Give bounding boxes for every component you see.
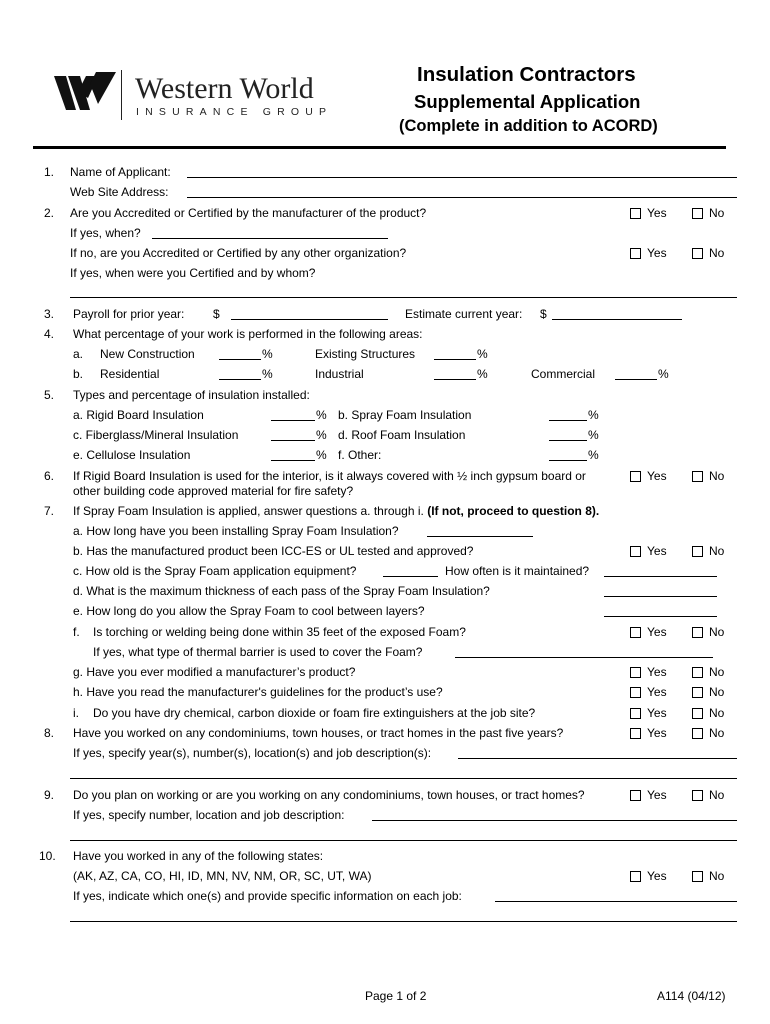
checkbox-icon	[630, 790, 641, 801]
q10-states: (AK, AZ, CA, CO, HI, ID, MN, NV, NM, OR, SC, UT, WA)	[73, 869, 372, 883]
q7-text-bold: (If not, proceed to question 8).	[427, 504, 600, 518]
residential-pct-field[interactable]	[219, 379, 261, 380]
checkbox-icon	[630, 208, 641, 219]
q10-number: 10.	[39, 849, 56, 863]
q2-other-yes-checkbox[interactable]	[630, 246, 667, 260]
checkbox-icon	[630, 687, 641, 698]
checkbox-icon	[630, 546, 641, 557]
q5-b-label: b. Spray Foam Insulation	[338, 408, 472, 422]
q10-no-checkbox[interactable]	[692, 869, 724, 883]
pct-sign: %	[588, 448, 599, 462]
checkbox-icon	[692, 248, 703, 259]
q7-f-no-checkbox[interactable]	[692, 625, 724, 639]
yes-label: Yes	[647, 246, 667, 260]
commercial-pct-field[interactable]	[615, 379, 657, 380]
q5-f-label: f. Other:	[338, 448, 382, 462]
q8-no-checkbox[interactable]	[692, 726, 724, 740]
q7-i-letter: i.	[73, 706, 79, 720]
q2-whom-text: If yes, when were you Certified and by whom?	[70, 266, 316, 280]
q6-yes-checkbox[interactable]	[630, 469, 667, 483]
q9-number: 9.	[44, 788, 55, 802]
pct-sign: %	[477, 367, 488, 381]
q9-text: Do you plan on working or are you working on any condominiums, town houses, or tract homes?	[73, 788, 585, 802]
checkbox-icon	[692, 627, 703, 638]
form-code: A114 (04/12)	[657, 989, 726, 1003]
no-label: No	[709, 625, 725, 639]
q7-h-no-checkbox[interactable]	[692, 685, 724, 699]
page-number: Page 1 of 2	[365, 989, 427, 1003]
checkbox-icon	[692, 871, 703, 882]
western-world-logo-icon	[54, 70, 116, 119]
q1-web-label: Web Site Address:	[70, 185, 169, 199]
no-label: No	[709, 788, 725, 802]
checkbox-icon	[630, 667, 641, 678]
payroll-estimate-field[interactable]	[552, 319, 682, 320]
checkbox-icon	[692, 687, 703, 698]
checkbox-icon	[630, 627, 641, 638]
q8-spec-text: If yes, specify year(s), number(s), location(s) and job description(s):	[73, 746, 432, 760]
pct-sign: %	[316, 428, 327, 442]
q7-g-yes-checkbox[interactable]	[630, 665, 667, 679]
no-label: No	[709, 726, 725, 740]
industrial-pct-field[interactable]	[434, 379, 476, 380]
q7-f-text: Is torching or welding being done within 35 feet of the exposed Foam?	[93, 625, 466, 639]
q9-no-checkbox[interactable]	[692, 788, 724, 802]
q7-e-field[interactable]	[604, 616, 717, 617]
pct-sign: %	[588, 408, 599, 422]
q7-c-maintenance-field[interactable]	[604, 576, 717, 577]
existing-structures-pct-field[interactable]	[434, 359, 476, 360]
q5-e-label: e. Cellulose Insulation	[73, 448, 191, 462]
fiberglass-pct-field[interactable]	[271, 440, 315, 441]
q4-residential-label: Residential	[100, 367, 160, 381]
q3-number: 3.	[44, 307, 55, 321]
checkbox-icon	[692, 208, 703, 219]
pct-sign: %	[316, 448, 327, 462]
q6-line1: If Rigid Board Insulation is used for the interior, is it always covered with ½ inch gypsum board or	[73, 469, 586, 483]
q10-spec-field-2[interactable]	[70, 921, 737, 922]
q2-other-no-checkbox[interactable]	[692, 246, 724, 260]
q1-name-label: Name of Applicant:	[70, 165, 171, 179]
q7-c-age-field[interactable]	[383, 576, 438, 577]
q4-a: a.	[73, 347, 84, 361]
yes-label: Yes	[647, 685, 667, 699]
q4-b: b.	[73, 367, 84, 381]
new-construction-pct-field[interactable]	[219, 359, 261, 360]
checkbox-icon	[692, 728, 703, 739]
payroll-prior-field[interactable]	[231, 319, 388, 320]
q7-text	[73, 504, 599, 518]
pct-sign: %	[262, 367, 273, 381]
q9-spec-field[interactable]	[372, 820, 737, 821]
website-field[interactable]	[187, 197, 737, 198]
q7-b-yes-checkbox[interactable]	[630, 544, 667, 558]
yes-label: Yes	[647, 469, 667, 483]
yes-label: Yes	[647, 706, 667, 720]
q8-spec-field-2[interactable]	[70, 778, 737, 779]
checkbox-icon	[630, 471, 641, 482]
q7-a-text: a. How long have you been installing Spray Foam Insulation?	[73, 524, 399, 538]
yes-label: Yes	[647, 544, 667, 558]
roof-foam-pct-field[interactable]	[549, 440, 587, 441]
checkbox-icon	[692, 546, 703, 557]
rigid-board-pct-field[interactable]	[271, 420, 315, 421]
cellulose-pct-field[interactable]	[271, 460, 315, 461]
yes-label: Yes	[647, 788, 667, 802]
q7-a-field[interactable]	[427, 536, 533, 537]
no-label: No	[709, 544, 725, 558]
header-rule	[33, 146, 726, 149]
checkbox-icon	[630, 728, 641, 739]
checkbox-icon	[630, 248, 641, 259]
q5-number: 5.	[44, 388, 55, 402]
q7-e-text: e. How long do you allow the Spray Foam to cool between layers?	[73, 604, 425, 618]
q7-text-normal: If Spray Foam Insulation is applied, answer questions a. through i.	[73, 504, 424, 518]
q6-no-checkbox[interactable]	[692, 469, 724, 483]
q7-c2-text: How often is it maintained?	[445, 564, 590, 578]
q8-spec-field[interactable]	[458, 758, 737, 759]
q2-other-text: If no, are you Accredited or Certified by any other organization?	[70, 246, 407, 260]
q7-d-text: d. What is the maximum thickness of each pass of the Spray Foam Insulation?	[73, 584, 490, 598]
q10-text: Have you worked in any of the following states:	[73, 849, 324, 863]
q8-yes-checkbox[interactable]	[630, 726, 667, 740]
q7-i-text: Do you have dry chemical, carbon dioxide or foam fire extinguishers at the job site?	[93, 706, 536, 720]
pct-sign: %	[588, 428, 599, 442]
q3-dollar-2: $	[540, 307, 547, 321]
yes-label: Yes	[647, 726, 667, 740]
q7-f2-text: If yes, what type of thermal barrier is used to cover the Foam?	[93, 645, 423, 659]
q7-h-yes-checkbox[interactable]	[630, 685, 667, 699]
no-label: No	[709, 869, 725, 883]
no-label: No	[709, 706, 725, 720]
no-label: No	[709, 685, 725, 699]
q4-existing-label: Existing Structures	[315, 347, 416, 361]
q5-text: Types and percentage of insulation installed:	[73, 388, 310, 402]
q7-b-text: b. Has the manufactured product been ICC-ES or UL tested and approved?	[73, 544, 474, 558]
q2-text: Are you Accredited or Certified by the manufacturer of the product?	[70, 206, 427, 220]
q2-no-checkbox[interactable]	[692, 206, 724, 220]
q3-dollar: $	[213, 307, 220, 321]
no-label: No	[709, 469, 725, 483]
pct-sign: %	[477, 347, 488, 361]
logo-divider	[121, 70, 122, 120]
q2-whom-field[interactable]	[70, 297, 737, 298]
pct-sign: %	[262, 347, 273, 361]
q6-number: 6.	[44, 469, 55, 483]
q7-d-field[interactable]	[604, 596, 717, 597]
q7-c-text: c. How old is the Spray Foam application equipment?	[73, 564, 357, 578]
q7-f2-field[interactable]	[455, 657, 713, 658]
q2-number: 2.	[44, 206, 55, 220]
q3-estimate-label: Estimate current year:	[405, 307, 523, 321]
q4-commercial-label: Commercial	[531, 367, 596, 381]
checkbox-icon	[692, 667, 703, 678]
other-pct-field[interactable]	[549, 460, 587, 461]
q7-i-no-checkbox[interactable]	[692, 706, 724, 720]
yes-label: Yes	[647, 625, 667, 639]
pct-sign: %	[658, 367, 669, 381]
q5-a-label: a. Rigid Board Insulation	[73, 408, 204, 422]
checkbox-icon	[692, 471, 703, 482]
q7-f-letter: f.	[73, 625, 80, 639]
q7-i-yes-checkbox[interactable]	[630, 706, 667, 720]
q9-spec-field-2[interactable]	[70, 840, 737, 841]
no-label: No	[709, 206, 725, 220]
q2-when-label: If yes, when?	[70, 226, 141, 240]
q7-g-text: g. Have you ever modified a manufacturer’s product?	[73, 665, 356, 679]
q10-yes-checkbox[interactable]	[630, 869, 667, 883]
form-title: Insulation Contractors	[417, 63, 636, 86]
yes-label: Yes	[647, 206, 667, 220]
q5-c-label: c. Fiberglass/Mineral Insulation	[73, 428, 239, 442]
q4-industrial-label: Industrial	[315, 367, 364, 381]
q3-payroll-label: Payroll for prior year:	[73, 307, 185, 321]
q10-spec-field[interactable]	[495, 901, 737, 902]
checkbox-icon	[630, 871, 641, 882]
q7-b-no-checkbox[interactable]	[692, 544, 724, 558]
form-note: (Complete in addition to ACORD)	[399, 117, 658, 135]
q7-f-yes-checkbox[interactable]	[630, 625, 667, 639]
q9-spec-text: If yes, specify number, location and job description:	[73, 808, 345, 822]
logo-name: Western World	[135, 72, 314, 105]
q6-line2: other building code approved material for fire safety?	[73, 484, 354, 498]
q2-yes-checkbox[interactable]	[630, 206, 667, 220]
checkbox-icon	[692, 708, 703, 719]
q5-d-label: d. Roof Foam Insulation	[338, 428, 466, 442]
q8-number: 8.	[44, 726, 55, 740]
q4-number: 4.	[44, 327, 55, 341]
yes-label: Yes	[647, 665, 667, 679]
q7-g-no-checkbox[interactable]	[692, 665, 724, 679]
q9-yes-checkbox[interactable]	[630, 788, 667, 802]
q8-text: Have you worked on any condominiums, town houses, or tract homes in the past five years?	[73, 726, 564, 740]
pct-sign: %	[316, 408, 327, 422]
q7-h-text: h. Have you read the manufacturer's guidelines for the product’s use?	[73, 685, 443, 699]
q1-number: 1.	[44, 165, 55, 179]
logo-subtitle: INSURANCE GROUP	[136, 106, 333, 118]
spray-foam-pct-field[interactable]	[549, 420, 587, 421]
q2-when-field[interactable]	[152, 238, 388, 239]
applicant-name-field[interactable]	[187, 177, 737, 178]
form-subtitle: Supplemental Application	[414, 91, 641, 112]
q4-new-label: New Construction	[100, 347, 195, 361]
q7-number: 7.	[44, 504, 55, 518]
q4-text: What percentage of your work is performed in the following areas:	[73, 327, 423, 341]
no-label: No	[709, 665, 725, 679]
checkbox-icon	[630, 708, 641, 719]
q10-spec-text: If yes, indicate which one(s) and provide specific information on each job:	[73, 889, 462, 903]
checkbox-icon	[692, 790, 703, 801]
no-label: No	[709, 246, 725, 260]
yes-label: Yes	[647, 869, 667, 883]
